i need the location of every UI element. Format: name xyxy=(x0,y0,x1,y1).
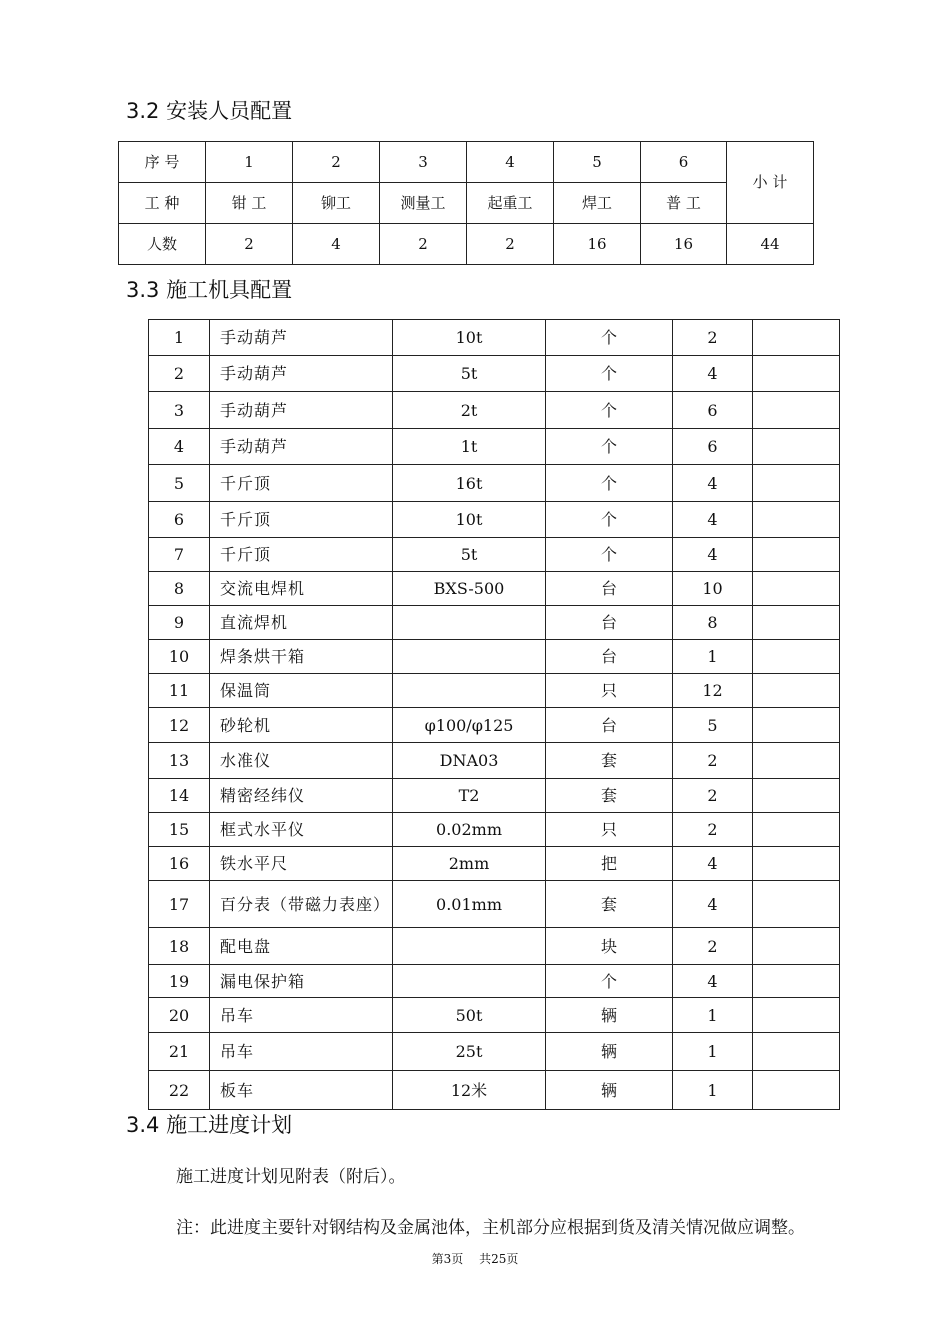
equipment-remark-cell xyxy=(753,502,840,538)
equipment-row xyxy=(149,320,840,356)
equipment-unit-cell: 个 xyxy=(546,429,673,465)
equipment-name-cell: 砂轮机 xyxy=(210,708,393,743)
staff-count-cell: 4 xyxy=(293,224,380,265)
equipment-unit-cell: 辆 xyxy=(546,1071,673,1110)
equipment-spec-cell: 0.01mm xyxy=(393,881,546,928)
equipment-no-cell: 6 xyxy=(149,502,210,538)
staff-row-number xyxy=(119,142,814,183)
equipment-remark-cell xyxy=(753,928,840,965)
equipment-spec-cell xyxy=(393,965,546,998)
staff-row-label: 人数 xyxy=(119,224,206,265)
staff-number-cell: 6 xyxy=(641,142,727,183)
equipment-unit-cell: 个 xyxy=(546,538,673,572)
equipment-no-cell: 3 xyxy=(149,392,210,429)
equipment-no-cell: 11 xyxy=(149,674,210,708)
equipment-remark-cell xyxy=(753,465,840,502)
equipment-spec-cell: 10t xyxy=(393,502,546,538)
equipment-unit-cell: 套 xyxy=(546,779,673,813)
equipment-no-cell: 9 xyxy=(149,606,210,640)
equipment-remark-cell xyxy=(753,356,840,392)
equipment-row xyxy=(149,356,840,392)
equipment-qty-cell: 4 xyxy=(673,538,753,572)
equipment-remark-cell xyxy=(753,640,840,674)
equipment-qty-cell: 2 xyxy=(673,779,753,813)
equipment-remark-cell xyxy=(753,1033,840,1071)
equipment-name-cell: 铁水平尺 xyxy=(210,847,393,881)
staff-count-cell: 16 xyxy=(554,224,641,265)
equipment-row xyxy=(149,538,840,572)
staff-number-cell: 3 xyxy=(380,142,467,183)
equipment-table-body xyxy=(149,320,840,1110)
equipment-row xyxy=(149,928,840,965)
equipment-name-cell: 直流焊机 xyxy=(210,606,393,640)
staff-count-cell: 2 xyxy=(380,224,467,265)
equipment-spec-cell: 10t xyxy=(393,320,546,356)
equipment-unit-cell: 只 xyxy=(546,674,673,708)
equipment-unit-cell: 台 xyxy=(546,572,673,606)
section-heading-schedule: 3.4 施工进度计划 xyxy=(126,1113,293,1137)
equipment-name-cell: 手动葫芦 xyxy=(210,392,393,429)
equipment-remark-cell xyxy=(753,429,840,465)
equipment-qty-cell: 1 xyxy=(673,998,753,1033)
equipment-row xyxy=(149,465,840,502)
equipment-name-cell: 框式水平仪 xyxy=(210,813,393,847)
equipment-remark-cell xyxy=(753,965,840,998)
equipment-qty-cell: 4 xyxy=(673,502,753,538)
equipment-remark-cell xyxy=(753,538,840,572)
equipment-unit-cell: 个 xyxy=(546,392,673,429)
equipment-spec-cell: 50t xyxy=(393,998,546,1033)
equipment-remark-cell xyxy=(753,743,840,779)
equipment-spec-cell: 5t xyxy=(393,356,546,392)
equipment-remark-cell xyxy=(753,1071,840,1110)
equipment-spec-cell: 5t xyxy=(393,538,546,572)
equipment-no-cell: 1 xyxy=(149,320,210,356)
equipment-row xyxy=(149,502,840,538)
equipment-qty-cell: 2 xyxy=(673,928,753,965)
equipment-qty-cell: 1 xyxy=(673,1071,753,1110)
staff-number-cell: 5 xyxy=(554,142,641,183)
equipment-spec-cell xyxy=(393,928,546,965)
equipment-name-cell: 手动葫芦 xyxy=(210,356,393,392)
equipment-qty-cell: 5 xyxy=(673,708,753,743)
equipment-qty-cell: 1 xyxy=(673,1033,753,1071)
equipment-table xyxy=(148,319,840,1110)
equipment-name-cell: 千斤顶 xyxy=(210,502,393,538)
equipment-unit-cell: 块 xyxy=(546,928,673,965)
equipment-remark-cell xyxy=(753,606,840,640)
equipment-qty-cell: 8 xyxy=(673,606,753,640)
staff-number-cell: 2 xyxy=(293,142,380,183)
staff-table xyxy=(118,141,814,265)
equipment-name-cell: 百分表（带磁力表座） xyxy=(210,881,393,928)
equipment-name-cell: 手动葫芦 xyxy=(210,320,393,356)
equipment-qty-cell: 4 xyxy=(673,356,753,392)
equipment-row xyxy=(149,779,840,813)
staff-subtotal-label: 小 计 xyxy=(727,142,814,224)
staff-row-label: 工 种 xyxy=(119,183,206,224)
staff-trade-cell: 普 工 xyxy=(641,183,727,224)
staff-row-trade xyxy=(119,183,814,224)
equipment-no-cell: 13 xyxy=(149,743,210,779)
equipment-remark-cell xyxy=(753,572,840,606)
equipment-name-cell: 吊车 xyxy=(210,1033,393,1071)
equipment-unit-cell: 套 xyxy=(546,881,673,928)
equipment-no-cell: 8 xyxy=(149,572,210,606)
schedule-text: 施工进度计划见附表（附后）。 xyxy=(176,1167,406,1187)
equipment-spec-cell: 12米 xyxy=(393,1071,546,1110)
equipment-qty-cell: 6 xyxy=(673,429,753,465)
equipment-row xyxy=(149,965,840,998)
equipment-qty-cell: 10 xyxy=(673,572,753,606)
equipment-spec-cell xyxy=(393,674,546,708)
equipment-qty-cell: 1 xyxy=(673,640,753,674)
staff-row-count xyxy=(119,224,814,265)
equipment-remark-cell xyxy=(753,779,840,813)
equipment-row xyxy=(149,640,840,674)
equipment-row xyxy=(149,881,840,928)
equipment-name-cell: 精密经纬仪 xyxy=(210,779,393,813)
equipment-spec-cell: 2mm xyxy=(393,847,546,881)
equipment-spec-cell xyxy=(393,640,546,674)
equipment-unit-cell: 套 xyxy=(546,743,673,779)
equipment-unit-cell: 个 xyxy=(546,965,673,998)
equipment-remark-cell xyxy=(753,674,840,708)
equipment-row xyxy=(149,743,840,779)
equipment-qty-cell: 6 xyxy=(673,392,753,429)
equipment-spec-cell xyxy=(393,606,546,640)
equipment-unit-cell: 台 xyxy=(546,640,673,674)
schedule-note: 注：此进度主要针对钢结构及金属池体，主机部分应根据到货及清关情况做应调整。 xyxy=(176,1218,805,1238)
equipment-remark-cell xyxy=(753,813,840,847)
equipment-name-cell: 交流电焊机 xyxy=(210,572,393,606)
equipment-unit-cell: 辆 xyxy=(546,1033,673,1071)
equipment-row xyxy=(149,1033,840,1071)
equipment-row xyxy=(149,429,840,465)
equipment-no-cell: 19 xyxy=(149,965,210,998)
staff-trade-cell: 起重工 xyxy=(467,183,554,224)
equipment-qty-cell: 2 xyxy=(673,743,753,779)
equipment-spec-cell: T2 xyxy=(393,779,546,813)
equipment-unit-cell: 只 xyxy=(546,813,673,847)
equipment-no-cell: 14 xyxy=(149,779,210,813)
equipment-no-cell: 4 xyxy=(149,429,210,465)
equipment-name-cell: 保温筒 xyxy=(210,674,393,708)
staff-trade-cell: 铆工 xyxy=(293,183,380,224)
equipment-row xyxy=(149,674,840,708)
equipment-no-cell: 10 xyxy=(149,640,210,674)
equipment-name-cell: 手动葫芦 xyxy=(210,429,393,465)
page-total: 共25页 xyxy=(479,1252,519,1266)
equipment-no-cell: 21 xyxy=(149,1033,210,1071)
equipment-spec-cell: 16t xyxy=(393,465,546,502)
equipment-spec-cell: 2t xyxy=(393,392,546,429)
equipment-spec-cell: 25t xyxy=(393,1033,546,1071)
equipment-qty-cell: 4 xyxy=(673,847,753,881)
equipment-qty-cell: 12 xyxy=(673,674,753,708)
equipment-spec-cell: 0.02mm xyxy=(393,813,546,847)
page-footer xyxy=(0,1250,950,1267)
equipment-spec-cell: DNA03 xyxy=(393,743,546,779)
equipment-spec-cell: BXS-500 xyxy=(393,572,546,606)
equipment-no-cell: 16 xyxy=(149,847,210,881)
staff-count-cell: 16 xyxy=(641,224,727,265)
equipment-no-cell: 22 xyxy=(149,1071,210,1110)
equipment-qty-cell: 4 xyxy=(673,465,753,502)
staff-number-cell: 1 xyxy=(206,142,293,183)
equipment-row xyxy=(149,998,840,1033)
equipment-qty-cell: 2 xyxy=(673,813,753,847)
equipment-remark-cell xyxy=(753,392,840,429)
equipment-no-cell: 5 xyxy=(149,465,210,502)
equipment-remark-cell xyxy=(753,998,840,1033)
equipment-remark-cell xyxy=(753,847,840,881)
equipment-no-cell: 12 xyxy=(149,708,210,743)
equipment-no-cell: 17 xyxy=(149,881,210,928)
equipment-unit-cell: 把 xyxy=(546,847,673,881)
equipment-no-cell: 20 xyxy=(149,998,210,1033)
staff-count-cell: 2 xyxy=(467,224,554,265)
equipment-row xyxy=(149,572,840,606)
equipment-name-cell: 千斤顶 xyxy=(210,465,393,502)
equipment-name-cell: 板车 xyxy=(210,1071,393,1110)
equipment-name-cell: 焊条烘干箱 xyxy=(210,640,393,674)
equipment-row xyxy=(149,392,840,429)
equipment-no-cell: 15 xyxy=(149,813,210,847)
equipment-unit-cell: 个 xyxy=(546,356,673,392)
page-number: 第3页 xyxy=(431,1252,464,1266)
equipment-unit-cell: 台 xyxy=(546,708,673,743)
equipment-name-cell: 吊车 xyxy=(210,998,393,1033)
equipment-qty-cell: 2 xyxy=(673,320,753,356)
equipment-qty-cell: 4 xyxy=(673,881,753,928)
equipment-unit-cell: 个 xyxy=(546,465,673,502)
equipment-qty-cell: 4 xyxy=(673,965,753,998)
equipment-row xyxy=(149,708,840,743)
staff-trade-cell: 测量工 xyxy=(380,183,467,224)
equipment-row xyxy=(149,847,840,881)
equipment-unit-cell: 台 xyxy=(546,606,673,640)
equipment-unit-cell: 个 xyxy=(546,320,673,356)
equipment-spec-cell: 1t xyxy=(393,429,546,465)
section-heading-equipment: 3.3 施工机具配置 xyxy=(126,278,293,302)
staff-row-label: 序 号 xyxy=(119,142,206,183)
equipment-remark-cell xyxy=(753,320,840,356)
section-heading-staff: 3.2 安装人员配置 xyxy=(126,99,293,123)
equipment-remark-cell xyxy=(753,708,840,743)
equipment-unit-cell: 辆 xyxy=(546,998,673,1033)
equipment-row xyxy=(149,1071,840,1110)
equipment-no-cell: 18 xyxy=(149,928,210,965)
equipment-name-cell: 配电盘 xyxy=(210,928,393,965)
staff-trade-cell: 焊工 xyxy=(554,183,641,224)
equipment-name-cell: 千斤顶 xyxy=(210,538,393,572)
equipment-row xyxy=(149,606,840,640)
staff-number-cell: 4 xyxy=(467,142,554,183)
staff-count-cell: 2 xyxy=(206,224,293,265)
equipment-name-cell: 水准仪 xyxy=(210,743,393,779)
equipment-no-cell: 2 xyxy=(149,356,210,392)
equipment-no-cell: 7 xyxy=(149,538,210,572)
staff-subtotal-value: 44 xyxy=(727,224,814,265)
equipment-remark-cell xyxy=(753,881,840,928)
equipment-name-cell: 漏电保护箱 xyxy=(210,965,393,998)
equipment-row xyxy=(149,813,840,847)
equipment-spec-cell: φ100/φ125 xyxy=(393,708,546,743)
staff-trade-cell: 钳 工 xyxy=(206,183,293,224)
equipment-unit-cell: 个 xyxy=(546,502,673,538)
